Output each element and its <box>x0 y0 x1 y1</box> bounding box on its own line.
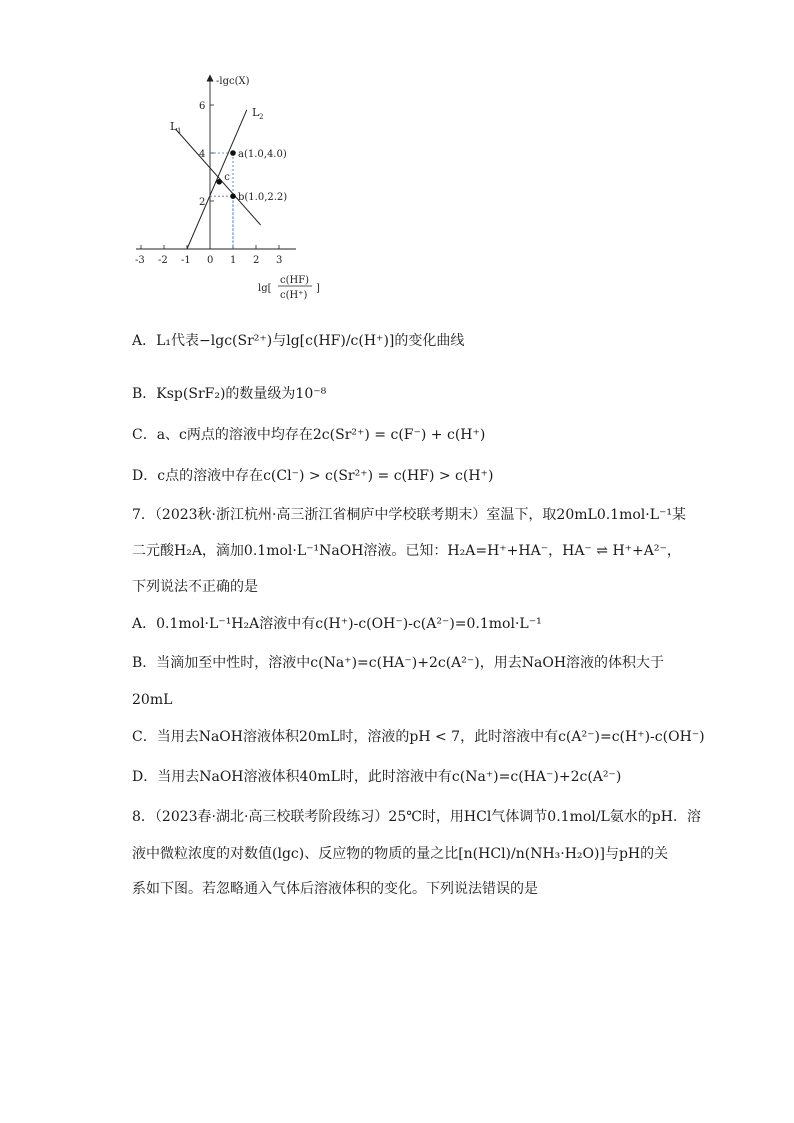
x-tick-label: -2 <box>158 255 168 266</box>
q7-stem-line-1: 7．（2023秋·浙江杭州·高三浙江省桐庐中学校联考期末）室温下，取20mL0.1mol·L⁻¹某 <box>132 507 687 523</box>
series-line-L2 <box>187 110 247 249</box>
x-axis-label <box>258 275 320 301</box>
x-tick-label: 3 <box>276 255 283 266</box>
point-marker <box>230 150 236 156</box>
y-axis-label: -lgc(X) <box>216 76 250 87</box>
point-marker <box>216 179 222 185</box>
data-points <box>210 149 287 249</box>
q6-option-a: A．L₁代表−lgc(Sr²⁺)与lg[c(HF)/c(H⁺)]的变化曲线 <box>132 333 465 349</box>
x-tick-label: 2 <box>253 255 260 266</box>
L2-sub: 2 <box>259 113 264 121</box>
q7-option-d: D．当用去NaOH溶液体积40mL时，此时溶液中有c(Na⁺)=c(HA⁻)+2c(A²⁻) <box>132 769 622 785</box>
q8-stem-line-1: 8．（2023春·湖北·高三校联考阶段练习）25℃时，用HCl气体调节0.1mol/L氨水的pH．溶 <box>132 809 701 825</box>
axes <box>136 78 296 249</box>
lgc-graph <box>128 70 348 305</box>
q7-stem-line-2: 二元酸H₂A，滴加0.1mol·L⁻¹NaOH溶液。已知：H₂A=H⁺+HA⁻，HA⁻ ⇌ H⁺+A²⁻， <box>132 543 681 559</box>
q6-option-c: C．a、c两点的溶液中均存在2c(Sr²⁺) = c(F⁻) + c(H⁺) <box>132 427 486 443</box>
series-label-L1 <box>170 120 181 135</box>
L2-label: L <box>252 106 260 119</box>
point-marker <box>230 193 236 199</box>
svg-text:c(HF): c(HF) <box>280 275 310 286</box>
point-label: a(1.0,4.0) <box>238 149 287 160</box>
point-label: b(1.0,2.2) <box>238 192 288 204</box>
q6-option-d: D．c点的溶液中存在c(Cl⁻) > c(Sr²⁺) = c(HF) > c(H⁺) <box>132 468 494 484</box>
x-tick-label: 0 <box>207 255 214 266</box>
q7-option-a: A．0.1mol·L⁻¹H₂A溶液中有c(H⁺)-c(OH⁻)-c(A²⁻)=0.1mol·L⁻¹ <box>132 616 542 632</box>
x-tick-label: 1 <box>230 255 237 266</box>
q8-stem-line-3: 系如下图。若忽略通入气体后溶液体积的变化。下列说法错误的是 <box>132 881 538 897</box>
svg-text:lg[: lg[ <box>258 283 272 294</box>
q7-option-c: C．当用去NaOH溶液体积20mL时，溶液的pH < 7，此时溶液中有c(A²⁻)=c(H⁺)-c(OH⁻) <box>132 729 705 745</box>
x-tick-label: -1 <box>181 255 191 266</box>
x-tick-label: -3 <box>135 255 145 266</box>
L1-sub: 1 <box>177 127 182 135</box>
L1-label: L <box>170 120 178 133</box>
point-label: c <box>224 171 230 183</box>
series-label-L2 <box>252 106 263 121</box>
y-tick-label: 6 <box>199 101 206 112</box>
y-tick-label: 2 <box>199 197 206 208</box>
q7-stem-line-3: 下列说法不正确的是 <box>132 579 258 595</box>
q7-option-b-line-2: 20mL <box>132 692 173 708</box>
q8-stem-line-2: 液中微粒浓度的对数值(lgc)、反应物的物质的量之比[n(HCl)/n(NH₃·H₂O)]与pH的关 <box>132 846 669 862</box>
svg-text:c(H⁺): c(H⁺) <box>280 290 308 301</box>
tick-labels <box>135 101 282 266</box>
q7-option-b-line-1: B．当滴加至中性时，溶液中c(Na⁺)=c(HA⁻)+2c(A²⁻)，用去NaOH溶液的体积大于 <box>132 655 665 671</box>
y-tick-label: 4 <box>199 149 206 160</box>
svg-text:]: ] <box>316 283 320 294</box>
q6-option-b: B．Ksp(SrF₂)的数量级为10⁻⁸ <box>132 386 327 402</box>
